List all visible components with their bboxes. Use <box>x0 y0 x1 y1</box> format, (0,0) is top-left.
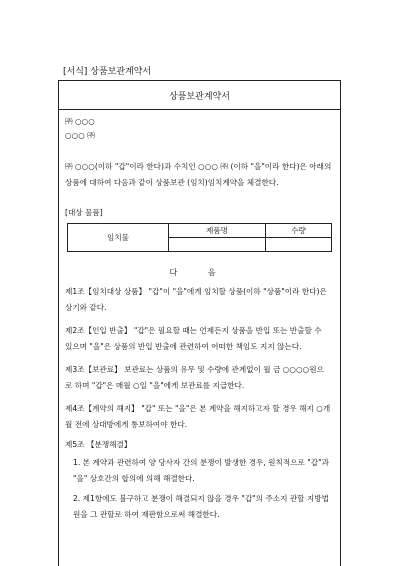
party-2: ○○○ ㈜ <box>65 131 95 140</box>
form-label: [서식] 상품보관계약서 <box>63 67 152 77</box>
dispute-item-2: 2. 제1항에도 불구하고 분쟁이 해결되지 않을 경우 "갑"의 주소지 관할 지방법원을 그 관할로 하여 재판함으로써 해결한다. <box>73 494 329 519</box>
dagum-heading: 다 음 <box>169 268 230 277</box>
table-cell <box>265 238 331 252</box>
party-1: ㈜ ○○○ <box>65 117 95 126</box>
table-cell <box>169 238 266 252</box>
article-4: 제4조【계약의 해지】 "갑" 또는 "을"은 본 계약을 해지하고자 할 경우 해지 ○개월 전에 상대방에게 통보하여야 한다. <box>65 404 331 429</box>
article-3: 제3조【보관료】 보관료는 상품의 유무 및 수량에 관계없이 월 금 ○○○○원으로 하며 "갑"은 매월 ○일 "을"에게 보관료를 지급한다. <box>65 365 324 390</box>
dispute-item-1: 1. 본 계약과 관련하여 양 당사자 간의 분쟁이 발생한 경우, 원칙적으로 "갑"과 "을" 상호간의 합의에 의해 해결한다. <box>73 458 329 483</box>
intro-paragraph: ㈜ ○○○(이하 "갑"이라 한다)과 수치인 ○○○ ㈜ (이하 "을"이라 한다)은 아래의 상품에 대하여 다음과 같이 상품보관 (임치)임치계약을 체결한다. <box>65 162 332 187</box>
article-2: 제2조【인입 반출】 "갑"은 필요할 때는 언제든지 상품을 반입 또는 반출할 수 있으며 "을"은 상품의 반입 반출에 관련하여 어떠한 책임도 지지 않는다. <box>65 326 322 351</box>
document-title: 상품보관계약서 <box>59 81 340 110</box>
article-1: 제1조【임치대상 상품】 "갑"이 "을"에게 임치할 상품(이하 "상품"이라 한다)은 상기와 같다. <box>65 287 327 312</box>
items-section-heading: [대상 물품] <box>65 208 103 217</box>
column-header-quantity: 수량 <box>265 224 331 238</box>
table-row <box>68 224 332 238</box>
items-table <box>67 223 332 252</box>
column-header-product: 제품명 <box>169 224 266 238</box>
contract-document <box>58 80 341 566</box>
article-5: 제5조 【분쟁해결】 <box>65 440 132 449</box>
row-label: 임치물 <box>68 224 169 252</box>
